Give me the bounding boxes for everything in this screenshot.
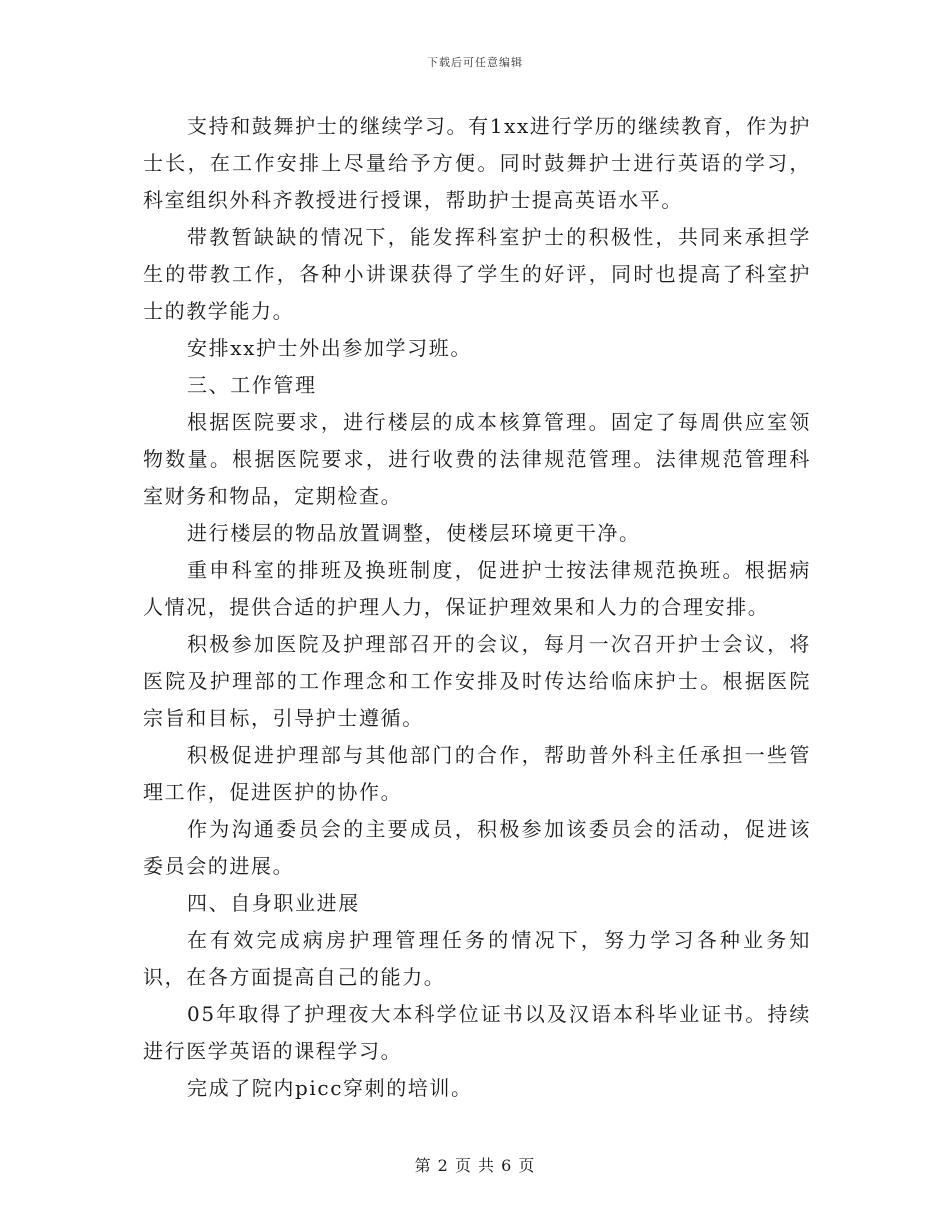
paragraph: 05年取得了护理夜大本科学位证书以及汉语本科毕业证书。持续进行医学英语的课程学习。 [143,1002,811,1063]
paragraph: 积极促进护理部与其他部门的合作，帮助普外科主任承担一些管理工作，促进医护的协作。 [143,743,811,804]
document-body [143,108,811,1107]
paragraph: 根据医院要求，进行楼层的成本核算管理。固定了每周供应室领物数量。根据医院要求，进行收费的法律规范管理。法律规范管理科室财务和物品，定期检查。 [143,410,811,508]
paragraph: 安排xx护士外出参加学习班。 [187,336,472,360]
paragraph: 进行楼层的物品放置调整，使楼层环境更干净。 [187,521,641,545]
page-footer: 第 2 页 共 6 页 [414,1156,536,1175]
paragraph: 积极参加医院及护理部召开的会议，每月一次召开护士会议，将医院及护理部的工作理念和工作安排及时传达给临床护士。根据医院宗旨和目标，引导护士遵循。 [143,632,811,730]
paragraph: 重申科室的排班及换班制度，促进护士按法律规范换班。根据病人情况，提供合适的护理人力，保证护理效果和人力的合理安排。 [143,558,811,619]
paragraph: 完成了院内picc穿刺的培训。 [187,1076,473,1100]
paragraph: 在有效完成病房护理管理任务的情况下，努力学习各种业务知识，在各方面提高自己的能力。 [143,928,811,989]
paragraph: 带教暂缺缺的情况下，能发挥科室护士的积极性，共同来承担学生的带教工作，各种小讲课获得了学生的好评，同时也提高了科室护士的教学能力。 [143,225,811,323]
section-heading: 四、自身职业进展 [187,891,360,915]
paragraph: 作为沟通委员会的主要成员，积极参加该委员会的活动，促进该委员会的进展。 [143,817,811,878]
section-heading: 三、工作管理 [187,373,317,397]
page-header: 下载后可任意编辑 [427,56,523,69]
paragraph: 支持和鼓舞护士的继续学习。有1xx进行学历的继续教育，作为护士长，在工作安排上尽量给予方便。同时鼓舞护士进行英语的学习，科室组织外科齐教授进行授课，帮助护士提高英语水平。 [143,114,811,212]
